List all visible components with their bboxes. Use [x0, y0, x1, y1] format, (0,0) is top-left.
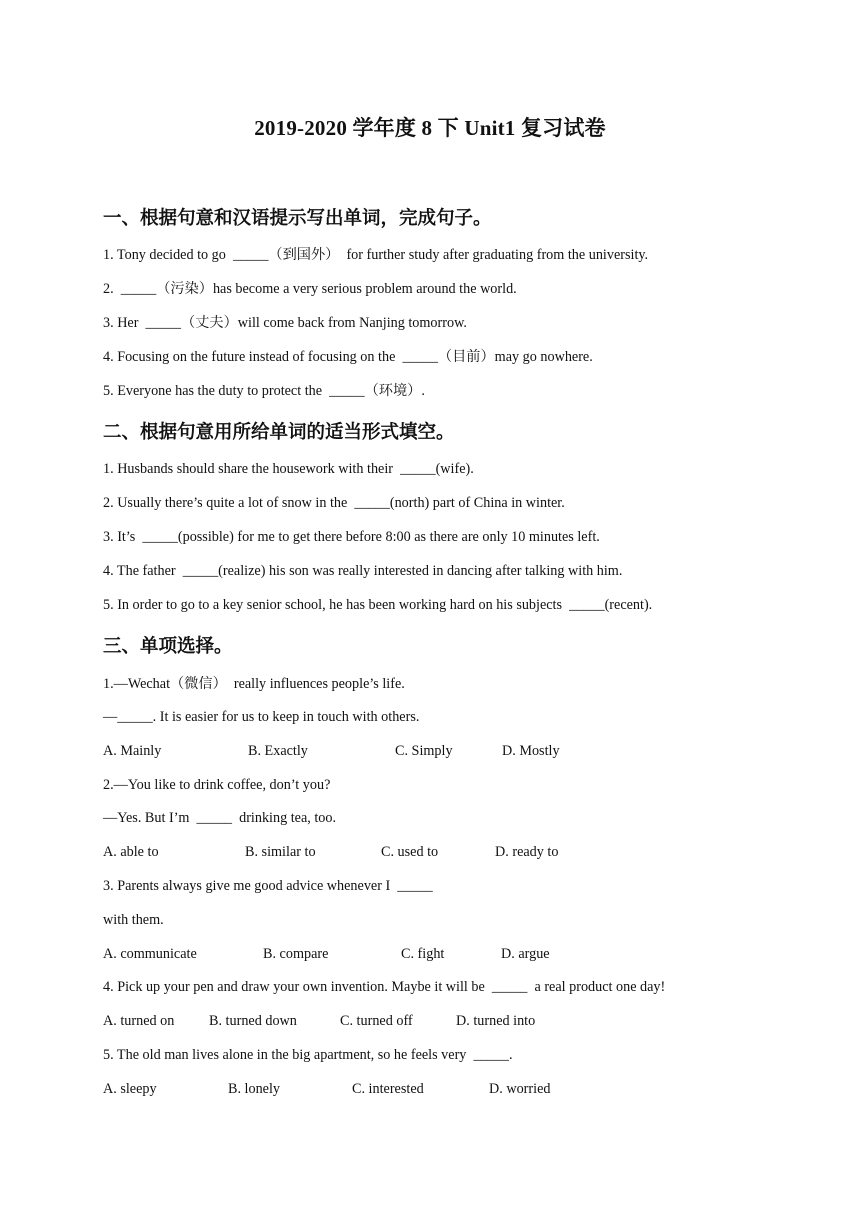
s3-q1-stem: 1.—Wechat（微信） really influences people’s life. — [103, 676, 405, 692]
s3-q1-option-b: B. Exactly — [248, 743, 308, 759]
s3-q5-option-d: D. worried — [489, 1081, 551, 1097]
s3-q5-stem: 5. The old man lives alone in the big apartment, so he feels very _____. — [103, 1047, 513, 1063]
s3-q5-option-b: B. lonely — [228, 1081, 281, 1097]
s3-q4-stem: 4. Pick up your pen and draw your own invention. Maybe it will be _____ a real product one day! — [103, 979, 666, 995]
s3-q3-option-b: B. compare — [263, 946, 329, 962]
s3-q4-option-b: B. turned down — [209, 1013, 297, 1029]
section-3-heading: 三、单项选择。 — [103, 636, 233, 657]
s3-q5-option-a: A. sleepy — [103, 1081, 157, 1097]
s3-q4-option-d: D. turned into — [456, 1013, 536, 1029]
s2-question-2: 2. Usually there’s quite a lot of snow in the _____(north) part of China in winter. — [103, 495, 565, 511]
s3-q4-option-c: C. turned off — [340, 1013, 413, 1029]
section-1-heading: 一、根据句意和汉语提示写出单词，完成句子。 — [103, 208, 492, 229]
s3-q2-option-d: D. ready to — [495, 844, 559, 860]
s1-question-4: 4. Focusing on the future instead of focusing on the _____（目前）may go nowhere. — [103, 349, 593, 365]
s3-q1-option-c: C. Simply — [395, 743, 453, 759]
s1-question-3: 3. Her _____（丈夫）will come back from Nanjing tomorrow. — [103, 315, 467, 331]
s2-question-3: 3. It’s _____(possible) for me to get there before 8:00 as there are only 10 minutes left. — [103, 529, 600, 545]
s3-q2-stem: 2.—You like to drink coffee, don’t you? — [103, 777, 331, 793]
s3-q5-option-c: C. interested — [352, 1081, 424, 1097]
s3-q2-option-a: A. able to — [103, 844, 159, 860]
s3-q1-option-a: A. Mainly — [103, 743, 162, 759]
s3-q2-response: —Yes. But I’m _____ drinking tea, too. — [103, 810, 337, 826]
s1-question-2: 2. _____（污染）has become a very serious problem around the world. — [103, 281, 517, 297]
section-2-heading: 二、根据句意用所给单词的适当形式填空。 — [103, 422, 455, 443]
s3-q3-option-c: C. fight — [401, 946, 445, 962]
s3-q4-option-a: A. turned on — [103, 1013, 175, 1029]
s3-q2-option-c: C. used to — [381, 844, 439, 860]
s1-question-1: 1. Tony decided to go _____（到国外） for further study after graduating from the university. — [103, 247, 649, 263]
s3-q1-response: —_____. It is easier for us to keep in touch with others. — [103, 709, 420, 725]
s2-question-4: 4. The father _____(realize) his son was really interested in dancing after talking with him. — [103, 563, 623, 579]
s3-q3-option-d: D. argue — [501, 946, 550, 962]
s2-question-1: 1. Husbands should share the housework with their _____(wife). — [103, 461, 474, 477]
s3-q3-option-a: A. communicate — [103, 946, 197, 962]
s3-q3-stem: 3. Parents always give me good advice whenever I _____ — [103, 878, 433, 894]
s3-q2-option-b: B. similar to — [245, 844, 316, 860]
s2-question-5: 5. In order to go to a key senior school, he has been working hard on his subjects _____(recent). — [103, 597, 653, 613]
s3-q3-stem-continued: with them. — [103, 912, 164, 928]
s3-q1-option-d: D. Mostly — [502, 743, 560, 759]
s1-question-5: 5. Everyone has the duty to protect the _____（环境）. — [103, 383, 425, 399]
page-title: 2019-2020 学年度 8 下 Unit1 复习试卷 — [254, 116, 606, 140]
